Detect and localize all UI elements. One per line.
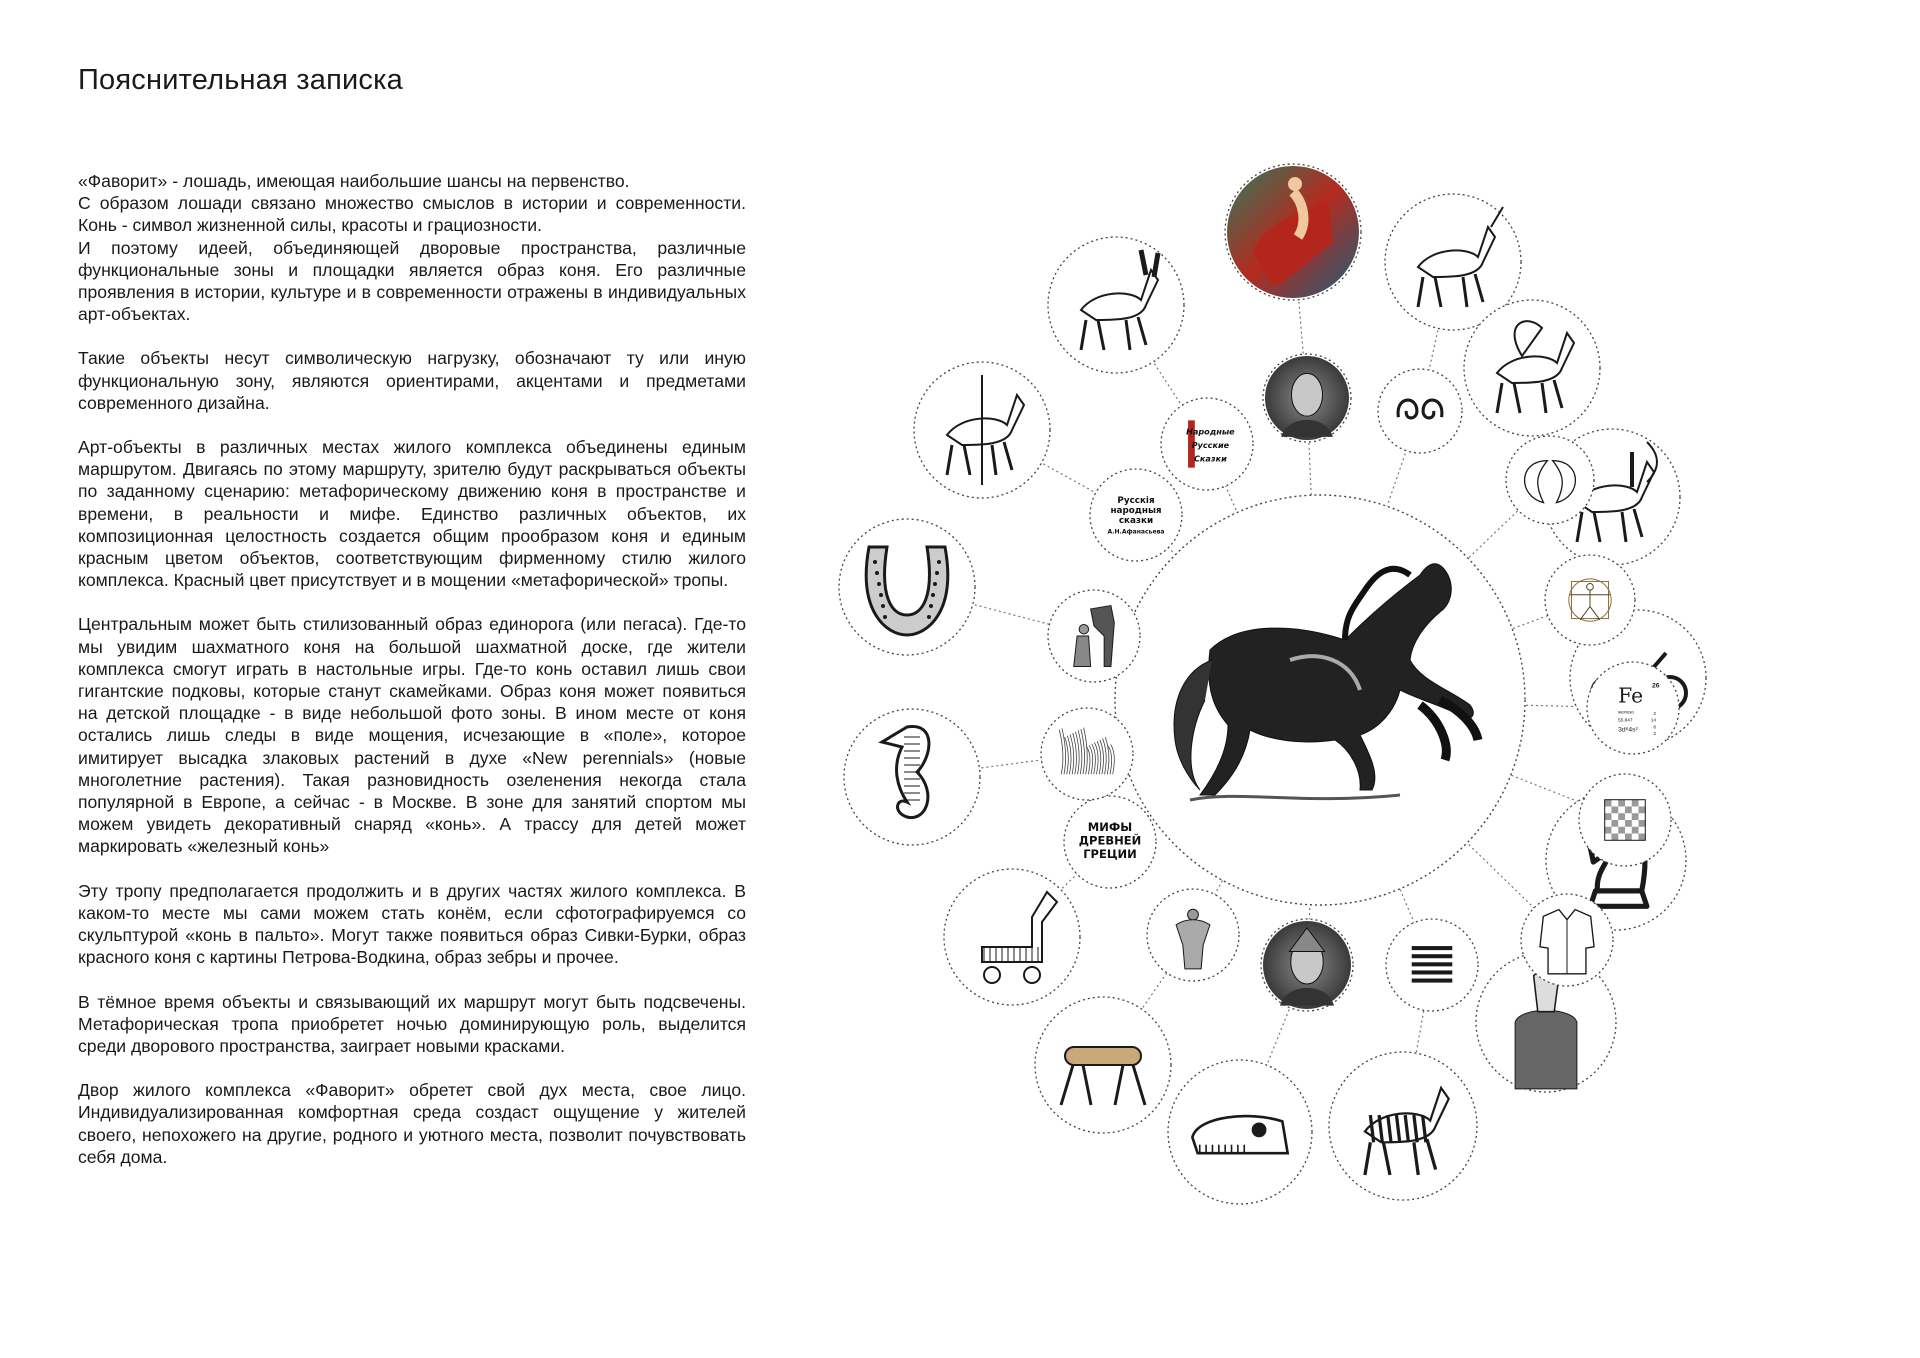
folk-tales-label: Русские — [1191, 440, 1230, 451]
note-paragraph — [78, 347, 746, 414]
outer-medallion — [944, 869, 1080, 1005]
warrior-helmet-icon — [1263, 921, 1351, 1009]
outer-medallion — [1035, 997, 1171, 1133]
note-paragraph — [78, 170, 746, 325]
note-line: В тёмное время объекты и связывающий их маршрут могут быть подсвечены. Метафорическая тропа приобретет ночью доминирующую роль, выделится среди дворового пространства, заиграет новыми красками. — [78, 991, 746, 1056]
note-line: Центральным может быть стилизованный образ единорога (или пегаса). Где-то мы увидим шахматного коня на большой шахматной доске, где жители комплекса смогут играть в настольные игры. Где-то конь оставил лишь свои гигантские подковы, которые станут скамейками. Образ коня может появиться на детской площадке - в виде небольшой фото зоны. В ином месте от коня остались лишь следы в виде мощения, исчезающие в «поле», которое имитирует высадка злаковых растений в духе «New perennials» (новые многолетние растения). Такая разновидность озеленения некогда стала популярной в Европе, а сейчас - в Москве. В зоне для занятий спортом мы можем увидеть декоративный снаряд «конь». А трассу для детей может маркировать «железный конь» — [78, 614, 746, 857]
russian-tales-label: А.Н.Афанасьева — [1107, 528, 1165, 536]
myths-label: МИФЫ — [1087, 820, 1133, 835]
horse-symbol-wheel — [810, 150, 1870, 1230]
note-paragraph — [78, 613, 746, 857]
folk-tales-label: Народные — [1186, 426, 1235, 437]
note-line: Такие объекты несут символическую нагрузку, обозначают ту или иную функциональную зону, являются ориентирами, акцентами и предметами современного дизайна. — [78, 348, 746, 413]
outer-medallion — [1464, 300, 1600, 436]
page-title: Пояснительная записка — [78, 64, 403, 96]
outer-medallion — [844, 709, 980, 845]
red-horse-painting-icon — [1227, 166, 1359, 298]
myths-label: ДРЕВНЕЙ — [1078, 833, 1142, 848]
element-shell: 14 — [1650, 718, 1656, 724]
inner-medallion — [1048, 590, 1140, 682]
inner-medallion — [1386, 919, 1478, 1011]
folk-tales-label: Сказки — [1193, 453, 1227, 464]
note-line: И поэтому идеей, объединяющей дворовые пространства, различные функциональные зоны и площадки является образ коня. Его различные проявления в истории, культуре и в современности отражены в индивидуальных арт-объектах. — [78, 237, 746, 325]
inner-medallion — [1090, 469, 1182, 561]
element-number: 26 — [1651, 682, 1660, 690]
note-line: С образом лошади связано множество смыслов в истории и современности. Конь - символ жизненной силы, красоты и грациозности. — [78, 193, 746, 236]
inner-medallion — [1041, 708, 1133, 800]
element-mass: 55.847 — [1618, 718, 1633, 724]
inner-medallion — [1545, 555, 1635, 645]
central-medallion — [1115, 495, 1525, 905]
element-shell: 2 — [1653, 732, 1656, 738]
outer-medallion — [1225, 164, 1361, 300]
element-shell: 8 — [1653, 725, 1656, 731]
outer-medallion — [839, 519, 975, 655]
note-line: Арт-объекты в различных местах жилого комплекса объединены единым маршрутом. Двигаясь по этому маршруту, зрителю будут раскрываться объекты по заданному сценарию: метафорическому движению коня в пространстве и времени, в реальности и мифе. Единство различных объектов, их композиционная целостность создается общим прообразом коня и единым красным цветом объектов, соответствующим фирменному стилю жилого комплекса. Красный цвет присутствует и в мощении «метафорической» тропы. — [78, 437, 746, 591]
inner-medallion — [1161, 398, 1253, 490]
outer-medallion — [1048, 237, 1184, 373]
note-paragraph — [78, 436, 746, 591]
inner-medallion — [1263, 354, 1351, 442]
russian-tales-label: народныя — [1110, 505, 1162, 516]
note-paragraph — [78, 1079, 746, 1168]
inner-medallion — [1147, 889, 1239, 981]
inner-medallion — [1521, 894, 1613, 986]
russian-tales-label: сказки — [1118, 516, 1154, 527]
note-paragraph — [78, 991, 746, 1058]
inner-medallion — [1064, 796, 1156, 888]
element-name: железо — [1618, 710, 1634, 716]
petrov-vodkin-portrait-icon — [1265, 356, 1349, 440]
myths-book-icon — [1079, 820, 1141, 861]
element-config: 3d⁶4s² — [1618, 726, 1638, 734]
explanatory-note-text — [78, 170, 746, 1190]
note-line: Двор жилого комплекса «Фаворит» обретет свой дух места, свое лицо. Индивидуализированная комфортная среда создаст ощущение у жителей своего, непохожего на другие, родного и уютного места, позволит почувствовать себя дома. — [78, 1080, 746, 1167]
inner-medallion — [1378, 369, 1462, 453]
element-symbol: Fe — [1618, 683, 1644, 708]
element-shell: 2 — [1653, 711, 1656, 717]
note-line: Эту тропу предполагается продолжить и в других частях жилого комплекса. В каком-то месте мы сами можем стать конём, если сфотографируемся со скульптурой «конь в пальто». Могут также появиться образ Сивки-Бурки, образ красного коня с картины Петрова-Водкина, образ зебры и прочее. — [78, 880, 746, 968]
inner-medallion — [1579, 774, 1671, 866]
inner-medallion — [1587, 662, 1679, 754]
russian-tales-label: Русскія — [1117, 495, 1155, 506]
myths-label: ГРЕЦИИ — [1083, 847, 1137, 862]
outer-medallion — [1329, 1052, 1477, 1200]
note-line: «Фаворит» - лошадь, имеющая наибольшие шансы на первенство. — [78, 171, 630, 191]
inner-medallion — [1506, 436, 1594, 524]
coat-icon — [1540, 910, 1594, 974]
outer-medallion — [1168, 1060, 1312, 1204]
outer-medallion — [914, 362, 1050, 498]
inner-medallion — [1261, 919, 1353, 1011]
note-paragraph — [78, 880, 746, 969]
